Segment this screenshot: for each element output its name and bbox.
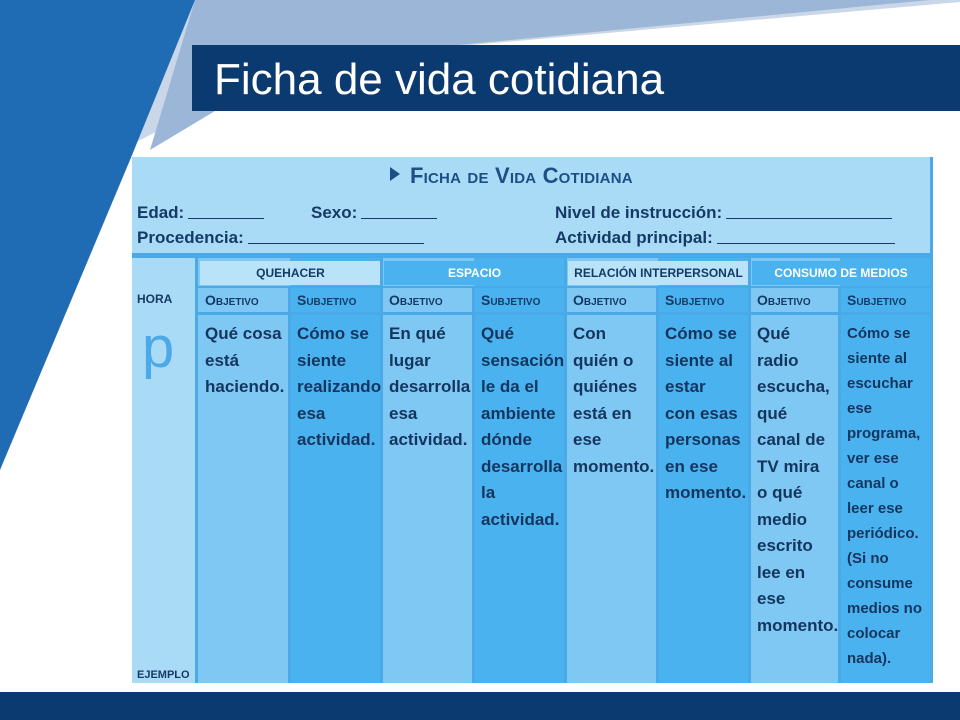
cell-line: escuchar [847, 375, 913, 392]
field-edad-line [188, 204, 264, 219]
subhead-objetivo-3: Objetivo [573, 292, 627, 308]
group-relacion: RELACIÓN INTERPERSONAL [568, 261, 749, 285]
cell-espacio-subjetivo [474, 316, 566, 533]
footer-bar [0, 692, 960, 720]
hora-column [132, 258, 198, 683]
cell-line: actividad. [389, 430, 468, 449]
cell-line: Qué [757, 324, 791, 343]
cell-line: realizando [297, 377, 382, 396]
field-actividad [555, 228, 895, 248]
cell-line: Cómo se [847, 325, 911, 342]
ficha-card [132, 157, 933, 683]
group-quehacer: QUEHACER [200, 261, 381, 285]
field-edad-label: Edad: [137, 203, 185, 222]
cell-line: le da el [481, 377, 539, 396]
cell-line: momento. [757, 615, 839, 635]
cell-line: con esas [665, 403, 738, 423]
cell-line: siente al [847, 350, 908, 367]
cell-consumo-subjetivo [840, 316, 930, 671]
cell-line: actividad. [297, 430, 376, 449]
ficha-title-text: Ficha de Vida Cotidiana [410, 163, 633, 188]
cell-line: Cómo se [297, 324, 369, 343]
hora-label: HORA [137, 292, 173, 306]
cell-line: Qué [481, 324, 515, 343]
cell-line: consume [847, 575, 913, 592]
ejemplo-label: EJEMPLO [137, 669, 190, 681]
cell-line: ese [757, 589, 786, 608]
field-procedencia [137, 228, 424, 248]
cell-line: TV mira [757, 456, 820, 476]
cell-line: en ese [665, 456, 718, 476]
cell-line: radio [757, 350, 799, 370]
cell-line: En qué [389, 324, 446, 343]
cell-line: ese [573, 430, 602, 449]
cell-line: momento. [573, 456, 655, 476]
cell-line: Qué cosa [205, 324, 282, 343]
cell-line: siente al [665, 350, 734, 370]
cell-line: sensación [481, 350, 565, 370]
cell-quehacer-subjetivo [290, 316, 382, 454]
cell-line: escrito [757, 536, 813, 555]
field-actividad-label: Actividad principal: [555, 228, 713, 247]
cell-line: (Si no [847, 550, 889, 567]
cell-line: ambiente [481, 403, 556, 423]
field-nivel [555, 203, 892, 223]
cell-line: Con [573, 324, 607, 343]
cell-line: nada). [847, 650, 892, 667]
subhead-objetivo-2: Objetivo [389, 292, 443, 308]
ficha-table [132, 258, 930, 683]
cell-line: ver ese [847, 450, 899, 467]
group-consumo: CONSUMO DE MEDIOS [752, 261, 930, 285]
subhead-objetivo-4: Objetivo [757, 292, 811, 308]
cell-quehacer-objetivo [198, 316, 290, 401]
cell-line: esa [297, 403, 326, 423]
field-sexo-line [361, 204, 437, 219]
cell-line: estar [665, 377, 706, 396]
group-espacio: ESPACIO [384, 261, 565, 285]
cell-line: quiénes [573, 377, 638, 396]
field-actividad-line [717, 229, 895, 244]
cell-consumo-objetivo [750, 316, 840, 639]
cell-line: la [481, 483, 496, 502]
cell-line: personas [665, 430, 741, 449]
cell-line: medio [757, 509, 808, 529]
ficha-header [132, 157, 930, 253]
page-title: Ficha de vida cotidiana [214, 55, 665, 104]
cell-line: siente [297, 350, 347, 370]
cell-line: Cómo se [665, 324, 737, 343]
cell-line: escucha, [757, 377, 830, 396]
cell-line: dónde [481, 430, 532, 449]
cell-line: ese [847, 400, 873, 417]
cell-line: programa, [847, 425, 921, 442]
ejemplo-value: p [142, 315, 175, 380]
cell-line: medios no [847, 600, 923, 617]
cell-line: lugar [389, 350, 431, 370]
cell-line: actividad. [481, 509, 560, 529]
cell-line: está [205, 350, 240, 370]
cell-line: momento. [665, 483, 747, 502]
subhead-subjetivo-1: Subjetivo [297, 292, 357, 308]
ficha-title [390, 163, 633, 189]
cell-line: esa [389, 403, 418, 423]
cell-espacio-objetivo [382, 316, 474, 454]
cell-line: o qué [757, 483, 803, 502]
cell-line: desarrolla [389, 377, 471, 396]
cell-line: canal o [847, 475, 899, 492]
subhead-subjetivo-2: Subjetivo [481, 292, 541, 308]
cell-relacion-objetivo [566, 316, 658, 480]
field-nivel-line [726, 204, 892, 219]
field-procedencia-label: Procedencia: [137, 228, 244, 247]
cell-line: está en [573, 403, 632, 423]
field-edad [137, 203, 264, 223]
cell-line: periódico. [847, 525, 919, 542]
cell-relacion-subjetivo [658, 316, 750, 507]
subhead-subjetivo-4: Subjetivo [847, 292, 907, 308]
cell-line: desarrolla [481, 456, 563, 476]
field-nivel-label: Nivel de instrucción: [555, 203, 723, 222]
cell-line: quién o [573, 350, 634, 370]
cell-line: qué [757, 403, 788, 423]
cell-line: haciendo. [205, 377, 285, 396]
cell-line: leer ese [847, 500, 903, 517]
cell-line: lee en [757, 562, 806, 582]
subhead-objetivo-1: Objetivo [205, 292, 259, 308]
field-procedencia-line [248, 229, 424, 244]
field-sexo-label: Sexo: [311, 203, 358, 222]
cell-line: colocar [847, 625, 901, 642]
play-arrow-icon [390, 167, 400, 181]
field-sexo [311, 203, 437, 223]
subhead-subjetivo-3: Subjetivo [665, 292, 725, 308]
cell-line: canal de [757, 430, 826, 449]
